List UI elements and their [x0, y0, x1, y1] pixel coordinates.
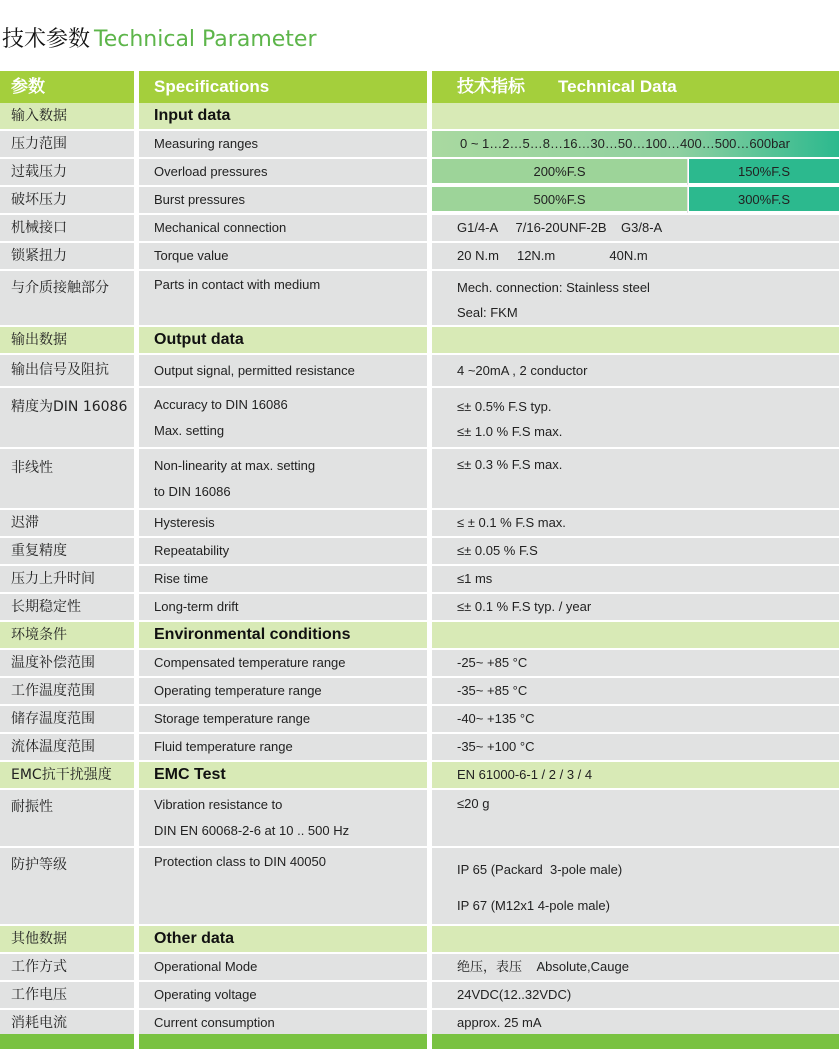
- column-divider: [427, 622, 432, 650]
- param-cn-label: 压力范围: [11, 136, 67, 152]
- spec-label: Output signal, permitted resistance: [154, 363, 355, 378]
- column-divider: [134, 734, 139, 762]
- value-text: -35~ +85 °C: [457, 683, 528, 698]
- column-divider: [427, 954, 432, 982]
- header-technical-cn: 技术指标: [457, 77, 525, 96]
- param-cn-cell: [0, 271, 134, 327]
- table-row: [0, 678, 839, 706]
- value-cell: [432, 388, 839, 449]
- value-text: ≤± 0.05 % F.S: [457, 543, 538, 558]
- column-divider: [427, 243, 432, 271]
- column-divider: [427, 762, 432, 790]
- spec-label: Vibration resistance to: [154, 797, 283, 812]
- param-cn-cell: [0, 388, 134, 449]
- table-row: [0, 790, 839, 848]
- spec-cell: [139, 954, 427, 982]
- param-cn-label: 过载压力: [11, 164, 67, 180]
- value-text: G1/4-A 7/16-20UNF-2B G3/8-A: [457, 220, 663, 235]
- spec-cell: [139, 103, 427, 131]
- value-cell: [432, 678, 839, 706]
- table-row: [0, 449, 839, 510]
- column-divider: [427, 790, 432, 848]
- column-divider: [134, 538, 139, 566]
- value-cell: [432, 762, 839, 790]
- spec-cell: [139, 706, 427, 734]
- column-divider: [134, 762, 139, 790]
- column-divider: [134, 622, 139, 650]
- value-text: 0 ~ 1…2…5…8…16…30…50…100…400…500…600bar: [460, 136, 790, 151]
- value-text: IP 67 (M12x1 4-pole male): [457, 898, 610, 913]
- value-text: IP 65 (Packard 3-pole male): [457, 862, 623, 877]
- header-specifications: Specifications: [154, 77, 270, 96]
- spec-label: Protection class to DIN 40050: [154, 854, 326, 869]
- column-divider: [427, 187, 432, 215]
- spec-cell: [139, 762, 427, 790]
- spec-label: Measuring ranges: [154, 136, 259, 151]
- param-cn-label: 机械接口: [11, 220, 67, 236]
- spec-cell: [139, 538, 427, 566]
- column-divider: [134, 449, 139, 510]
- column-divider: [427, 848, 432, 926]
- spec-label: Operational Mode: [154, 959, 258, 974]
- value-cell: [432, 187, 839, 215]
- param-cn-cell: [0, 566, 134, 594]
- value-text: ≤± 0.5% F.S typ.: [457, 399, 552, 414]
- param-cn-cell: [0, 510, 134, 538]
- column-divider: [134, 271, 139, 327]
- value-text: ≤ ± 0.1 % F.S max.: [457, 515, 566, 530]
- param-cn-cell: [0, 650, 134, 678]
- spec-label: Parts in contact with medium: [154, 277, 321, 292]
- table-row: [0, 566, 839, 594]
- section-row: [0, 103, 839, 131]
- table-row: [0, 187, 839, 215]
- spec-label: DIN EN 60068-2-6 at 10 .. 500 Hz: [154, 823, 350, 838]
- spec-label: Torque value: [154, 248, 229, 263]
- column-divider: [134, 706, 139, 734]
- value-text: Mech. connection: Stainless steel: [457, 280, 650, 295]
- param-cn-cell: [0, 706, 134, 734]
- value-text: -25~ +85 °C: [457, 655, 528, 670]
- value-text: Seal: FKM: [457, 305, 518, 320]
- param-cn-cell: [0, 790, 134, 848]
- param-cn-label: 其他数据: [11, 931, 67, 947]
- table-row: [0, 159, 839, 187]
- column-divider: [427, 327, 432, 355]
- param-cn-cell: [0, 215, 134, 243]
- spec-cell: [139, 215, 427, 243]
- value-text: ≤± 0.1 % F.S typ. / year: [457, 599, 592, 614]
- param-cn-label: 工作温度范围: [11, 683, 95, 699]
- value-cell: [432, 622, 839, 650]
- param-cn-label: 消耗电流: [11, 1015, 67, 1031]
- column-divider: [134, 103, 139, 131]
- spec-cell: [139, 327, 427, 355]
- param-cn-label: 输出信号及阻抗: [11, 362, 109, 378]
- spec-label: Burst pressures: [154, 192, 246, 207]
- param-cn-cell: [0, 327, 134, 355]
- column-divider: [134, 954, 139, 982]
- value-cell: [432, 271, 839, 327]
- param-cn-cell: [0, 982, 134, 1010]
- table-footer: [0, 1034, 839, 1049]
- value-text: 4 ~20mA , 2 conductor: [457, 363, 588, 378]
- table-row: [0, 131, 839, 159]
- spec-cell: [139, 187, 427, 215]
- spec-cell: [139, 355, 427, 388]
- spec-cell: [139, 449, 427, 510]
- value-text: ≤1 ms: [457, 571, 493, 586]
- param-cn-cell: [0, 762, 134, 790]
- column-divider: [134, 848, 139, 926]
- section-row: [0, 762, 839, 790]
- column-divider: [427, 355, 432, 388]
- param-cn-cell: [0, 594, 134, 622]
- spec-label: Compensated temperature range: [154, 655, 346, 670]
- param-cn-label: 输出数据: [11, 332, 67, 348]
- spec-cell: [139, 790, 427, 848]
- param-cn-cell: [0, 159, 134, 187]
- param-cn-label: 工作方式: [11, 959, 67, 975]
- column-divider: [427, 159, 432, 187]
- param-cn-cell: [0, 131, 134, 159]
- column-divider: [134, 510, 139, 538]
- value-text: 绝压，表压 Absolute,Cauge: [457, 959, 629, 974]
- spec-label: Hysteresis: [154, 515, 215, 530]
- spec-cell: [139, 982, 427, 1010]
- page-title-en: Technical Parameter: [94, 27, 317, 52]
- value-text: EN 61000-6-1 / 2 / 3 / 4: [457, 767, 593, 782]
- param-cn-label: 耐振性: [11, 799, 53, 815]
- param-cn-label: 重复精度: [11, 543, 67, 559]
- column-divider: [134, 243, 139, 271]
- spec-label: to DIN 16086: [154, 484, 231, 499]
- spec-cell: [139, 622, 427, 650]
- section-row: [0, 622, 839, 650]
- param-cn-cell: [0, 103, 134, 131]
- table-row: [0, 954, 839, 982]
- column-divider: [427, 215, 432, 243]
- param-cn-cell: [0, 622, 134, 650]
- param-cn-label: 温度补偿范围: [11, 655, 95, 671]
- column-divider: [134, 187, 139, 215]
- column-divider: [427, 678, 432, 706]
- spec-cell: [139, 594, 427, 622]
- footer-bar-3: [432, 1034, 839, 1049]
- table-row: [0, 982, 839, 1010]
- spec-cell: [139, 848, 427, 926]
- column-divider: [427, 566, 432, 594]
- param-cn-cell: [0, 355, 134, 388]
- spec-label: Current consumption: [154, 1015, 275, 1030]
- spec-label: Max. setting: [154, 423, 225, 438]
- spec-label: Mechanical connection: [154, 220, 287, 235]
- column-divider: [427, 449, 432, 510]
- param-cn-label: 环境条件: [11, 627, 67, 643]
- table-row: [0, 538, 839, 566]
- column-divider: [427, 271, 432, 327]
- spec-label: Long-term drift: [154, 599, 239, 614]
- param-cn-label: 流体温度范围: [11, 739, 95, 755]
- spec-cell: [139, 271, 427, 327]
- value-cell: [432, 790, 839, 848]
- column-divider: [134, 926, 139, 954]
- value-cell: [432, 449, 839, 510]
- param-cn-label: 长期稳定性: [11, 599, 81, 615]
- param-cn-label: 与介质接触部分: [11, 280, 109, 296]
- column-divider: [134, 650, 139, 678]
- section-row: [0, 926, 839, 954]
- table-row: [0, 594, 839, 622]
- spec-table: [0, 103, 839, 1038]
- param-cn-label: 破坏压力: [11, 192, 67, 208]
- value-text: ≤± 0.3 % F.S max.: [457, 457, 563, 472]
- value-text: 20 N.m 12N.m 40N.m: [457, 248, 648, 263]
- header-technical-en: Technical Data: [558, 77, 677, 96]
- column-divider: [427, 706, 432, 734]
- column-divider: [134, 566, 139, 594]
- param-cn-label: 锁紧扭力: [11, 248, 67, 264]
- table-row: [0, 271, 839, 327]
- header-parameter: 参数: [11, 77, 45, 96]
- value-text: approx. 25 mA: [457, 1015, 542, 1030]
- column-divider: [134, 388, 139, 449]
- column-divider: [134, 355, 139, 388]
- table-row: [0, 650, 839, 678]
- column-divider: [134, 982, 139, 1010]
- value-cell: [432, 159, 839, 187]
- value-cell: [432, 131, 839, 159]
- spec-cell: [139, 734, 427, 762]
- param-cn-cell: [0, 954, 134, 982]
- column-divider: [427, 926, 432, 954]
- spec-cell: [139, 243, 427, 271]
- value-cell: [432, 510, 839, 538]
- column-divider: [134, 327, 139, 355]
- table-row: [0, 355, 839, 388]
- spec-label: Overload pressures: [154, 164, 268, 179]
- value-cell: [432, 650, 839, 678]
- spec-label: Accuracy to DIN 16086: [154, 397, 288, 412]
- spec-cell: [139, 650, 427, 678]
- spec-label: Output data: [154, 331, 244, 348]
- spec-cell: [139, 159, 427, 187]
- section-row: [0, 327, 839, 355]
- spec-label: Repeatability: [154, 543, 230, 558]
- value-text: -35~ +100 °C: [457, 739, 535, 754]
- column-divider: [134, 594, 139, 622]
- value-text: 24VDC(12..32VDC): [457, 987, 572, 1002]
- param-cn-cell: [0, 243, 134, 271]
- param-cn-label: 防护等级: [11, 857, 67, 873]
- param-cn-label: 迟滞: [11, 515, 39, 531]
- value-standard: 500%F.S: [432, 187, 687, 213]
- spec-cell: [139, 678, 427, 706]
- table-row: [0, 388, 839, 449]
- spec-label: Operating voltage: [154, 987, 257, 1002]
- spec-cell: [139, 566, 427, 594]
- param-cn-cell: [0, 449, 134, 510]
- column-divider: [427, 388, 432, 449]
- param-cn-label: 输入数据: [11, 108, 67, 124]
- table-row: [0, 706, 839, 734]
- value-cell: [432, 954, 839, 982]
- param-cn-cell: [0, 734, 134, 762]
- value-high-range: 300%F.S: [688, 187, 839, 213]
- spec-label: Other data: [154, 930, 235, 947]
- param-cn-label: 工作电压: [11, 987, 67, 1003]
- column-divider: [134, 131, 139, 159]
- column-divider: [134, 159, 139, 187]
- spec-cell: [139, 131, 427, 159]
- spec-label: Non-linearity at max. setting: [154, 458, 316, 473]
- spec-cell: [139, 510, 427, 538]
- param-cn-label: 压力上升时间: [11, 571, 95, 587]
- value-cell: [432, 215, 839, 243]
- header-divider-1: [134, 71, 139, 103]
- table-header: [0, 71, 839, 103]
- spec-label: Operating temperature range: [154, 683, 322, 698]
- value-cell: [432, 734, 839, 762]
- column-divider: [427, 510, 432, 538]
- param-cn-label: 精度为DIN 16086: [11, 399, 128, 415]
- value-text: ≤± 1.0 % F.S max.: [457, 424, 563, 439]
- table-row: [0, 243, 839, 271]
- column-divider: [134, 790, 139, 848]
- param-cn-cell: [0, 678, 134, 706]
- value-cell: [432, 926, 839, 954]
- spec-cell: [139, 388, 427, 449]
- header-divider-2: [427, 71, 432, 103]
- table-row: [0, 848, 839, 926]
- value-cell: [432, 355, 839, 388]
- value-cell: [432, 706, 839, 734]
- footer-bar-2: [139, 1034, 427, 1049]
- value-cell: [432, 982, 839, 1010]
- param-cn-cell: [0, 187, 134, 215]
- column-divider: [427, 650, 432, 678]
- spec-label: Environmental conditions: [154, 626, 351, 643]
- table-row: [0, 734, 839, 762]
- column-divider: [427, 734, 432, 762]
- value-cell: [432, 594, 839, 622]
- value-cell: [432, 538, 839, 566]
- value-text: ≤20 g: [457, 796, 490, 811]
- footer-bar-1: [0, 1034, 134, 1049]
- table-row: [0, 215, 839, 243]
- spec-label: Storage temperature range: [154, 711, 311, 726]
- column-divider: [134, 678, 139, 706]
- param-cn-cell: [0, 848, 134, 926]
- value-cell: [432, 327, 839, 355]
- value-cell: [432, 243, 839, 271]
- column-divider: [427, 594, 432, 622]
- spec-label: EMC Test: [154, 766, 226, 783]
- param-cn-label: 储存温度范围: [11, 711, 95, 727]
- param-cn-label: 非线性: [11, 460, 53, 476]
- column-divider: [427, 538, 432, 566]
- table-row: [0, 510, 839, 538]
- page-title: [2, 22, 317, 56]
- column-divider: [427, 103, 432, 131]
- column-divider: [134, 215, 139, 243]
- spec-label: Rise time: [154, 571, 209, 586]
- param-cn-label: EMC抗干扰强度: [11, 767, 112, 783]
- param-cn-cell: [0, 538, 134, 566]
- column-divider: [427, 131, 432, 159]
- value-cell: [432, 103, 839, 131]
- value-standard: 200%F.S: [432, 159, 687, 185]
- value-text: -40~ +135 °C: [457, 711, 535, 726]
- param-cn-cell: [0, 926, 134, 954]
- value-cell: [432, 566, 839, 594]
- value-high-range: 150%F.S: [688, 159, 839, 185]
- spec-label: Fluid temperature range: [154, 739, 293, 754]
- page-title-cn: 技术参数: [2, 27, 91, 52]
- value-cell: [432, 848, 839, 926]
- column-divider: [427, 982, 432, 1010]
- spec-cell: [139, 926, 427, 954]
- spec-label: Input data: [154, 107, 231, 124]
